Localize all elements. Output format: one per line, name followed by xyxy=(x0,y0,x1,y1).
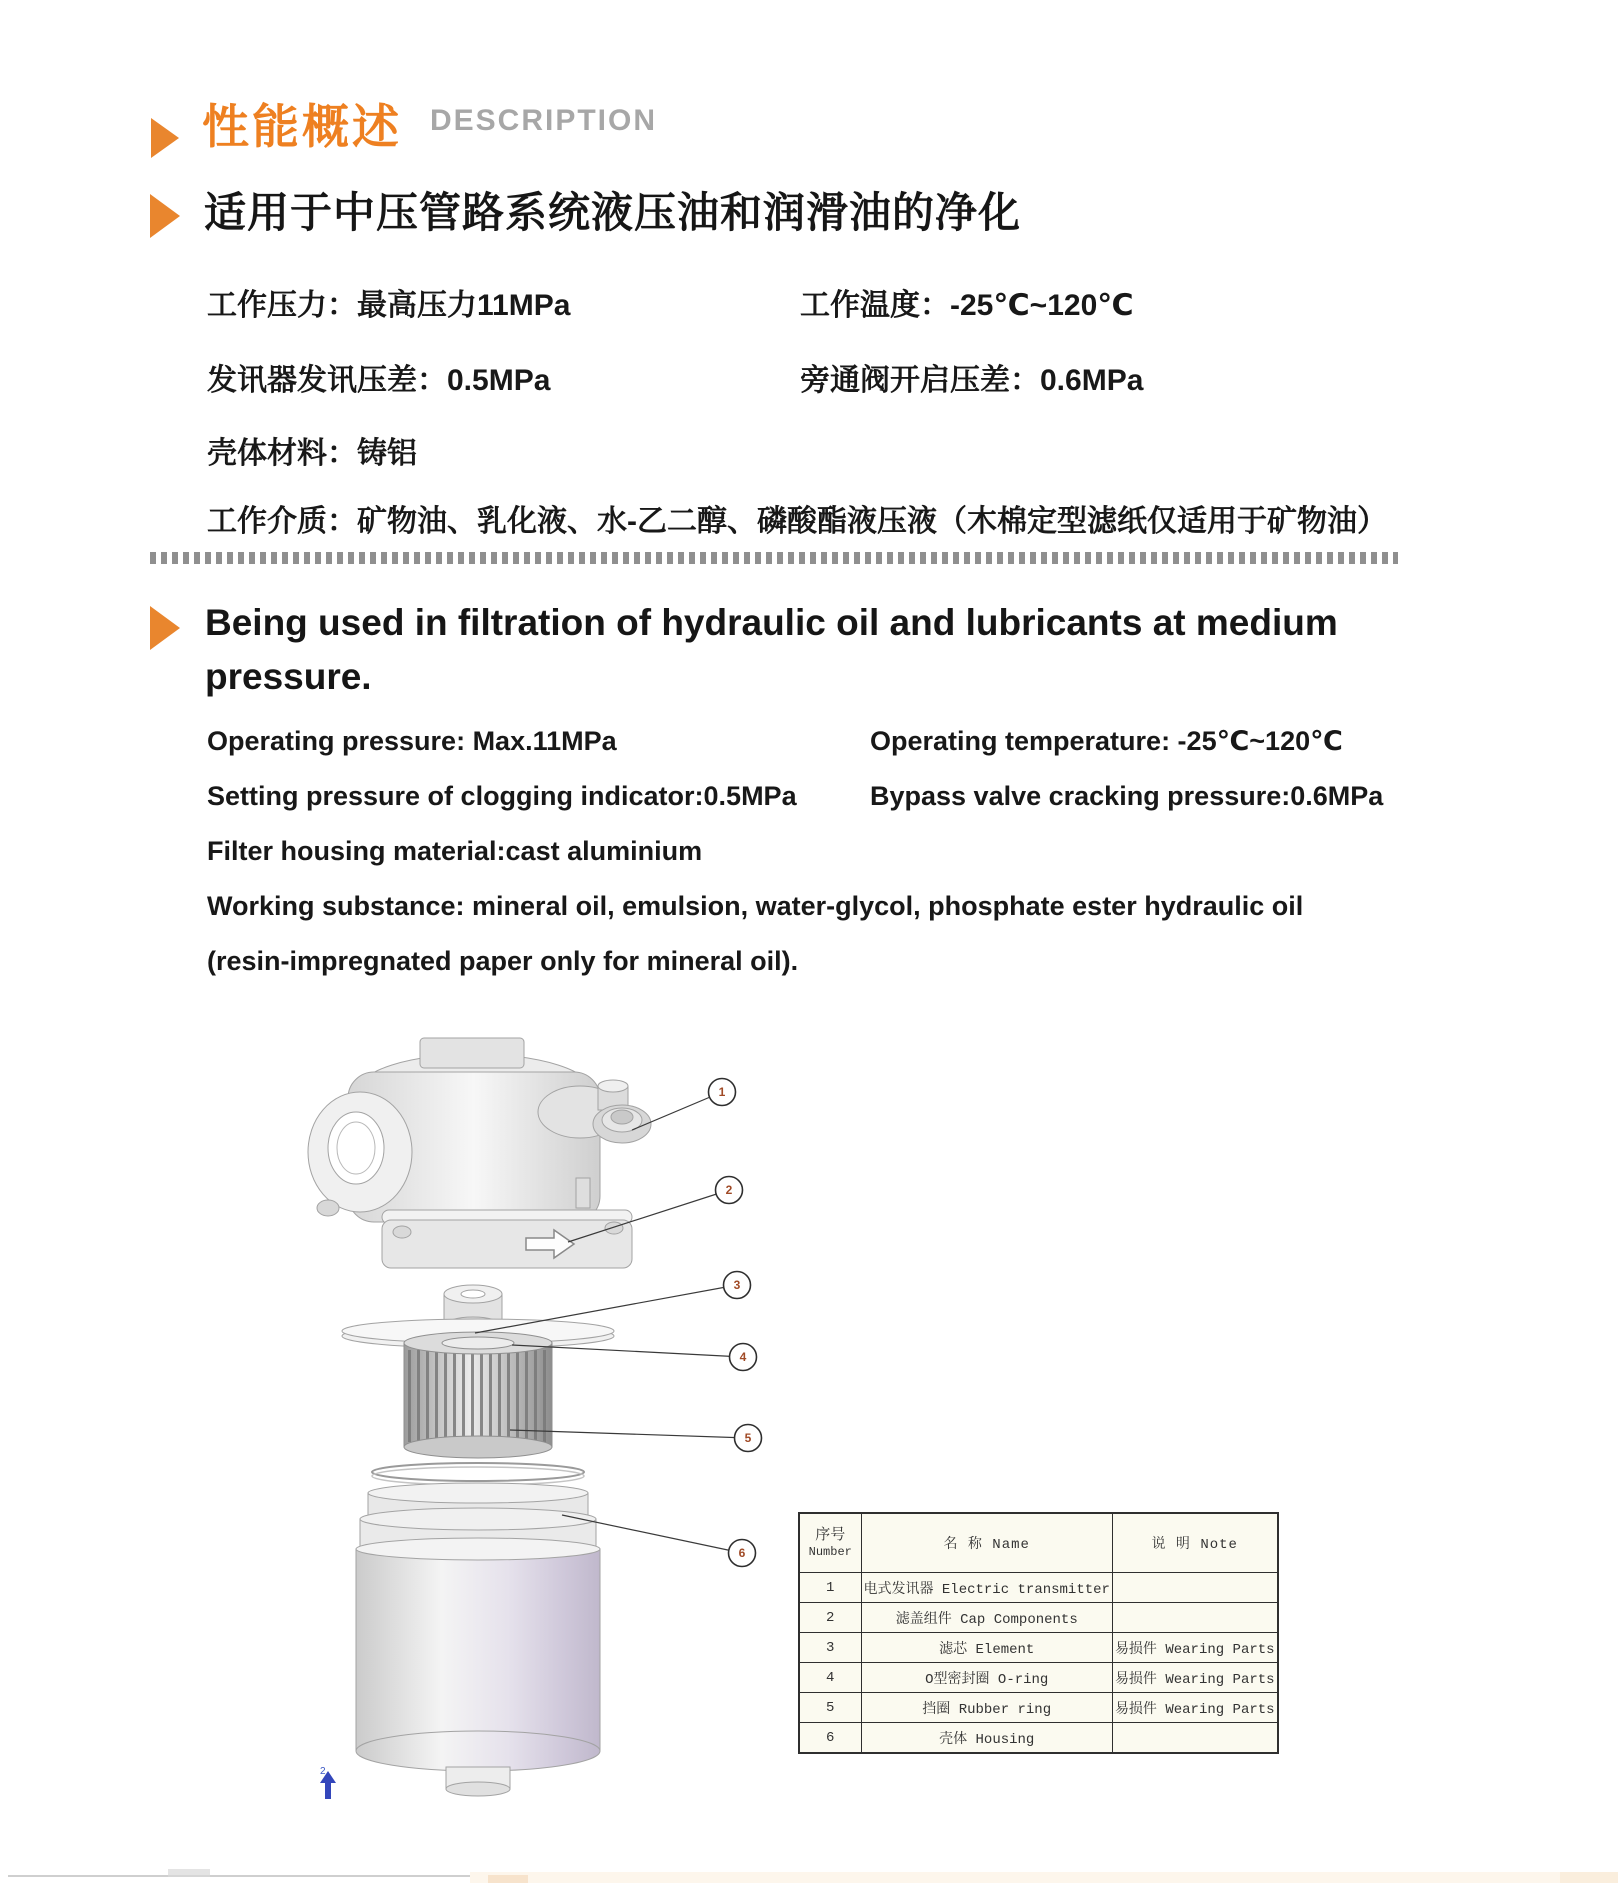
row-name: 滤盖组件 Cap Components xyxy=(861,1603,1112,1633)
parts-table xyxy=(798,1512,1279,1754)
callout-1: 1 xyxy=(718,1085,726,1100)
spec-zh-bypass: 旁通阀开启压差：0.6MPa xyxy=(800,364,1144,397)
spec-en-pressure: Operating pressure: Max.11MPa xyxy=(207,726,617,756)
bottom-crop-smudge xyxy=(168,1869,210,1877)
spec-zh-indicator: 发讯器发讯压差：0.5MPa xyxy=(207,364,551,397)
row-note: 易损件 Wearing Parts xyxy=(1112,1633,1277,1663)
table-row xyxy=(799,1573,1278,1603)
table-row xyxy=(799,1603,1278,1633)
spec-en-medium-note: (resin-impregnated paper only for mineral oil). xyxy=(207,946,799,976)
row-name: 壳体 Housing xyxy=(861,1723,1112,1754)
row-name: 电式发讯器 Electric transmitter xyxy=(861,1573,1112,1603)
callout-balloons xyxy=(709,1079,762,1567)
row-name: 滤芯 Element xyxy=(861,1633,1112,1663)
callout-4: 4 xyxy=(739,1350,747,1365)
row-num: 2 xyxy=(799,1603,861,1633)
heading-en xyxy=(205,596,1338,704)
row-num: 4 xyxy=(799,1663,861,1693)
table-row xyxy=(799,1663,1278,1693)
header-number-en: Number xyxy=(808,1545,852,1559)
heading-en-line1: Being used in filtration of hydraulic oil and lubricants at medium xyxy=(205,602,1338,643)
callout-2: 2 xyxy=(725,1183,733,1198)
bottom-accent-corner xyxy=(1560,1872,1618,1883)
row-name: 挡圈 Rubber ring xyxy=(861,1693,1112,1723)
spec-en-indicator: Setting pressure of clogging indicator:0.5MPa xyxy=(207,781,797,811)
section-marker-triangle-icon xyxy=(151,118,179,158)
heading-en-line2: pressure. xyxy=(205,656,372,697)
table-row xyxy=(799,1633,1278,1663)
table-row xyxy=(799,1693,1278,1723)
header-name: 名 称 Name xyxy=(861,1513,1112,1573)
header-number-zh: 序号 xyxy=(815,1527,846,1544)
bottom-accent-band xyxy=(470,1872,1618,1883)
row-note: 易损件 Wearing Parts xyxy=(1112,1693,1277,1723)
section-marker-triangle-icon xyxy=(150,194,180,238)
blue-arrow-marker xyxy=(320,1766,336,1799)
rubber-ring-drawing xyxy=(372,1463,584,1485)
row-note xyxy=(1112,1603,1277,1633)
row-num: 5 xyxy=(799,1693,861,1723)
row-num: 1 xyxy=(799,1573,861,1603)
row-num: 6 xyxy=(799,1723,861,1754)
row-note xyxy=(1112,1573,1277,1603)
table-row xyxy=(799,1723,1278,1754)
callout-3: 3 xyxy=(733,1278,741,1293)
spec-zh-pressure: 工作压力：最高压力11MPa xyxy=(207,289,571,322)
spec-zh-temperature: 工作温度：-25℃~120℃ xyxy=(800,289,1134,322)
heading-zh: 适用于中压管路系统液压油和润滑油的净化 xyxy=(204,189,1022,236)
row-note: 易损件 Wearing Parts xyxy=(1112,1663,1277,1693)
spec-en-medium: Working substance: mineral oil, emulsion, water-glycol, phosphate ester hydraulic oil xyxy=(207,891,1304,921)
spec-en-material: Filter housing material:cast aluminium xyxy=(207,836,703,866)
row-num: 3 xyxy=(799,1633,861,1663)
header-number xyxy=(799,1513,861,1573)
parts-table-header-row xyxy=(799,1513,1278,1573)
housing-drawing xyxy=(356,1483,600,1796)
row-name: O型密封圈 O-ring xyxy=(861,1663,1112,1693)
spec-en-temperature: Operating temperature: -25℃~120℃ xyxy=(870,726,1343,756)
spec-zh-medium: 工作介质：矿物油、乳化液、水-乙二醇、磷酸酯液压液（木棉定型滤纸仅适用于矿物油） xyxy=(207,505,1387,538)
bottom-accent-patch xyxy=(488,1875,528,1883)
callout-6: 6 xyxy=(738,1546,746,1561)
bottom-crop-line xyxy=(8,1875,470,1877)
filter-exploded-drawing xyxy=(270,1030,790,1820)
row-note xyxy=(1112,1723,1277,1754)
spec-en-bypass: Bypass valve cracking pressure:0.6MPa xyxy=(870,781,1384,811)
filter-element-drawing xyxy=(404,1332,552,1458)
spec-zh-material: 壳体材料：铸铝 xyxy=(207,437,417,470)
header-note: 说 明 Note xyxy=(1112,1513,1277,1573)
section-marker-triangle-icon xyxy=(150,606,180,650)
callout-5: 5 xyxy=(744,1431,752,1446)
cap-components-drawing xyxy=(308,1038,651,1268)
marker-label: 2 xyxy=(320,1766,326,1777)
section-title-en: DESCRIPTION xyxy=(430,104,658,137)
dotted-divider xyxy=(150,552,1398,564)
section-title-zh: 性能概述 xyxy=(202,100,402,153)
electric-transmitter-drawing xyxy=(593,1080,651,1143)
